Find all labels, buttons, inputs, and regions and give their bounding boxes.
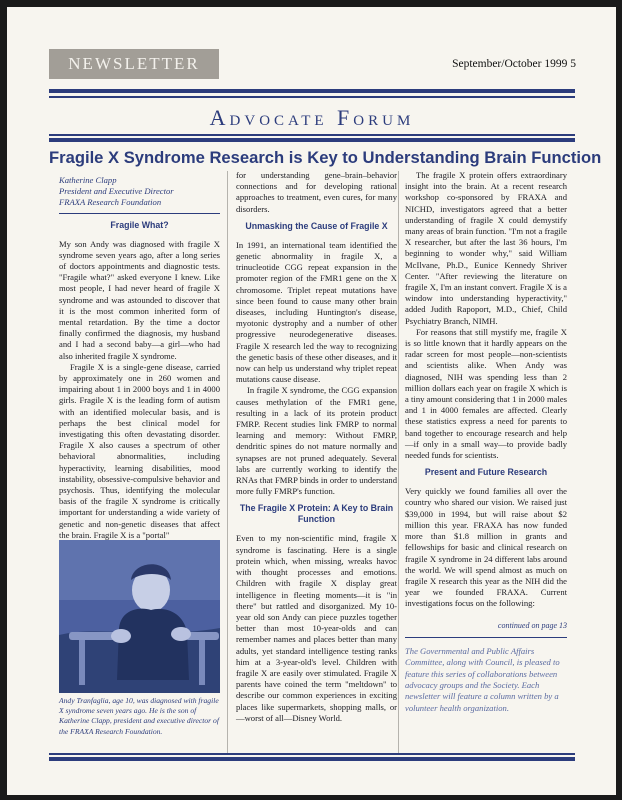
masthead-rule-bottom: [49, 138, 575, 142]
masthead-title: Advocate Forum: [209, 105, 415, 130]
paragraph: For reasons that still mystify me, fragile X is so little known that it hardly appears on the radar screen for most people—non-scientists and scientists alike. When Andy was diagnosed, NIH was spending less than 2 million dollars each year on fragile X which is a tiny amount considering that 1 in 2000 males and 1 in 4000 females are affected. Clearly these statistics express a need for parents to band together to encourage research and help—if only in a small way—to provide badly needed funds for scientists.: [405, 326, 567, 461]
author-org: FRAXA Research Foundation: [59, 197, 162, 208]
masthead-rule-bottom-thin: [49, 134, 575, 136]
subhead-unmasking: Unmasking the Cause of Fragile X: [245, 220, 388, 231]
photo-caption: Andy Tranfaglia, age 10, was diagnosed with fragile X syndrome seven years ago. He is the son of Katherine Clapp, president and executive director of the FRAXA Research Foundation.: [59, 696, 219, 736]
editorial-note: The Governmental and Public Affairs Committee, along with Council, is pleased to feature this series of collaborations between advocacy groups and the Society. Each newsletter will feature a column written by a volunteer health organization.: [405, 645, 560, 713]
column-divider: [398, 171, 399, 755]
author-divider: [59, 213, 220, 214]
photo-andy: [59, 540, 220, 693]
note-divider: [405, 637, 567, 638]
masthead-rule-top-thin: [49, 96, 575, 98]
paragraph: The fragile X protein offers extraordinary insight into the brain. At a recent research workshop co-sponsored by FRAXA and NICHD, investigators agreed that a better understanding of fragile X could demystify many areas of brain function. "I'm not a fragile X researcher, but after the last 36 hours, I'm beginning to wonder why," said William McIlvane, Ph.D., Eunice Kennedy Shriver Center. "After reviewing the literature on fragile X, I'm an instant convert. Fragile X is a window into understanding hyperactivity," added Judith Rapoport, M.D., Chief, Child Psychiatry Branch, NIMH.: [405, 170, 567, 326]
footer-rule: [49, 757, 575, 761]
paragraph: Very quickly we found families all over the country who shared our vision. We raised just $39,000 in 1994, but will raise about $2 million this year. FRAXA has now funded more than $1.8 million in grants and fellowships for basic and clinical research on fragile X syndrome in 24 different labs around the world. We will spend almost as much on fragile X research this year as the NIH did the year we founded FRAXA. Current investigations focus on the following:: [405, 486, 567, 609]
continued-note: continued on page 13: [497, 620, 567, 630]
column-2: [236, 170, 397, 724]
paragraph: Fragile X is a single-gene disease, carried by approximately one in 260 women and impairing about 1 in 2000 boys and 1 in 4000 girls. Fragile X is the leading form of autism with an identified molecular basis, and is perhaps the best clinical model for investigating this often devastating disorder. Fragile X also causes a spectrum of other behavioral abnormalities, including hyperactivity, learning disabilities, mood instability, obsessive-compulsive behavior and psychosis. Thus, identifying the molecular basis of the fragile X syndrome is critically important for understanding a wide variety of genetic and non-genetic diseases that affect the brain. Fragile X is a "portal": [59, 361, 220, 540]
paragraph: In 1991, an international team identified the genetic abnormality in fragile X, a trinucleotide CGG repeat expansion in the promoter region of the FMR1 gene on the X chromosome. Triplet repeat mutations have since been found to cause many other brain diseases, including Huntington's disease, myotonic dystrophy and a number of other progressive neurodegenerative diseases. Fragile X research led the way to recognizing the genetic basis of these other diseases, and it now can help us understand why triplet repeat mutations cause disease.: [236, 239, 397, 385]
newsletter-page: [7, 7, 616, 795]
masthead-rule-top: [49, 89, 575, 93]
paragraph: In fragile X syndrome, the CGG expansion causes methylation of the FMR1 gene, resulting in a lack of its protein product FMRP. Recent studies link FMRP to normal learning and memory: Without FMRP, dendritic spines do not mature normally and synapses are not pruned adequately. Several labs are currently working to identify the RNAs that FMRP binds in order to understand more fully FMRP's function.: [236, 385, 397, 497]
photo-illustration: [59, 540, 220, 693]
column-3: [405, 170, 567, 714]
subhead-fragile-what: Fragile What?: [110, 219, 169, 230]
paragraph: My son Andy was diagnosed with fragile X syndrome seven years ago, after a long series of doctors appointments and diagnostic tests. "Fragile what?" asked everyone I knew. Like most people, I had never heard of fragile X syndrome and was astounded to discover that it is the most common inherited form of mental retardation. By the time a doctor finally confirmed the diagnosis, my husband and I had a second baby—a girl—who had also inherited fragile X syndrome.: [59, 238, 220, 361]
paragraph: for understanding gene–brain–behavior connections and for developing rational approaches to treatment, even cures, for many disorders.: [236, 170, 397, 214]
subhead-fragile-x-protein: The Fragile X Protein: A Key to Brain Function: [239, 503, 394, 525]
paragraph: Even to my non-scientific mind, fragile X syndrome is fascinating. Here is a single protein which, when missing, wreaks havoc with thought processes and emotions. Children with fragile X display great intelligence in fleeting moments—it is "in there" but rattled and disorganized. My 10-year old son Andy can piece puzzles together better than most 10-year-olds and can remember names and places better than many adults, yet standard intelligence testing ranks him at a 3-year-old's level. Children with fragile X are easily over stimulated. Fragile X parents have coined the term "meltdown" to describe our common experiences in exciting places like supermarkets, shopping malls, or—worst of all—Disney World.: [236, 533, 397, 723]
column-divider: [227, 171, 228, 755]
newsletter-badge: NEWSLETTER: [49, 49, 219, 79]
issue-date: September/October 1999 5: [452, 58, 576, 70]
author-name: Katherine Clapp: [59, 175, 117, 185]
article-headline: Fragile X Syndrome Research is Key to Understanding Brain Function: [49, 148, 602, 167]
author-title: President and Executive Director: [59, 186, 174, 197]
footer-rule-thin: [49, 753, 575, 755]
subhead-present-future: Present and Future Research: [424, 467, 548, 478]
column-1: [59, 175, 220, 541]
